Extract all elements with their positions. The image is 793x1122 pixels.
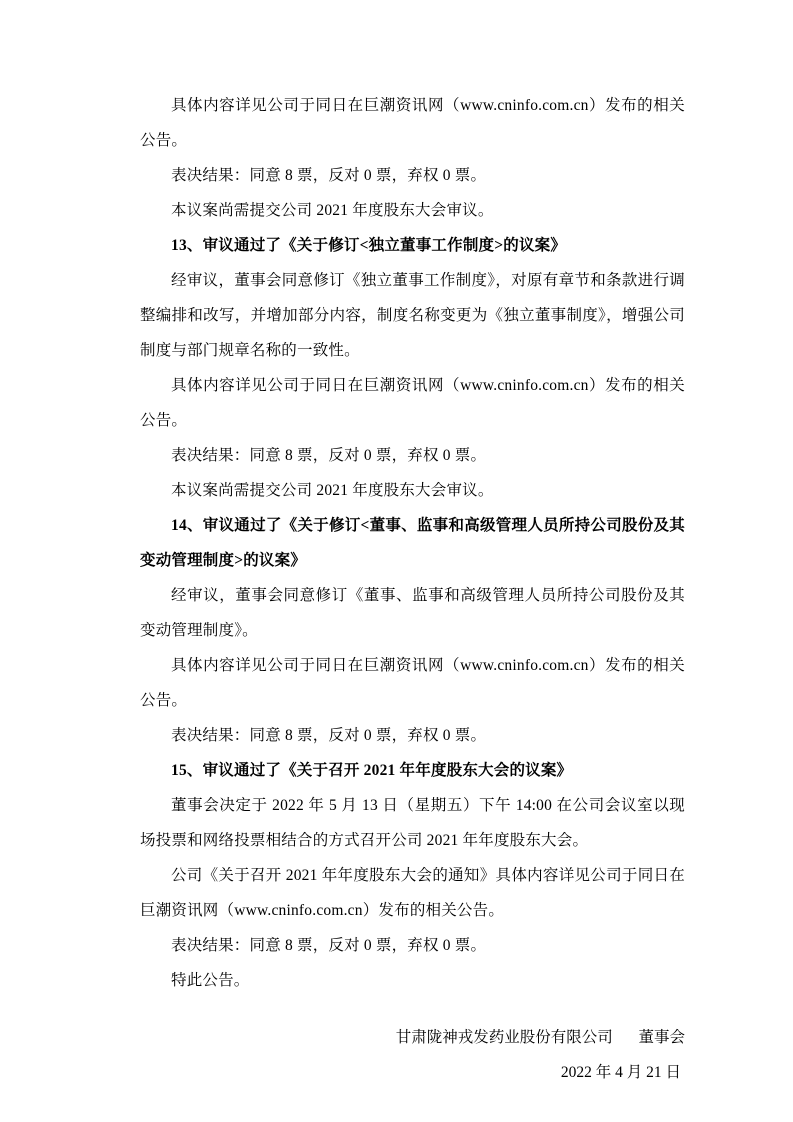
signature-company: 甘肃陇神戎发药业股份有限公司 — [395, 1029, 613, 1046]
paragraph-submit-note-2: 本议案尚需提交公司 2021 年度股东大会审议。 — [171, 482, 494, 499]
signature-date: 2022 年 4 月 21 日 — [560, 1064, 681, 1081]
paragraph-meeting-notice: 公司《关于召开 2021 年年度股东大会的通知》具体内容详见公司于同日在巨潮资讯网（www.cninfo.com.cn）发布的相关公告。 — [140, 867, 685, 919]
paragraph-disclosure-1: 具体内容详见公司于同日在巨潮资讯网（www.cninfo.com.cn）发布的相关公告。 — [140, 97, 685, 149]
signature-line — [140, 1020, 685, 1055]
paragraph-submit-note-1: 本议案尚需提交公司 2021 年度股东大会审议。 — [171, 202, 494, 219]
paragraph-disclosure-3: 具体内容详见公司于同日在巨潮资讯网（www.cninfo.com.cn）发布的相关公告。 — [140, 657, 685, 709]
document-body — [140, 88, 685, 998]
paragraph-closing: 特此公告。 — [171, 972, 250, 989]
paragraph-vote-result-1: 表决结果：同意 8 票，反对 0 票，弃权 0 票。 — [171, 167, 487, 184]
paragraph-vote-result-3: 表决结果：同意 8 票，反对 0 票，弃权 0 票。 — [171, 727, 487, 744]
paragraph-vote-result-4: 表决结果：同意 8 票，反对 0 票，弃权 0 票。 — [171, 937, 487, 954]
heading-item-14: 14、审议通过了《关于修订<董事、监事和高级管理人员所持公司股份及其变动管理制度>的议案》 — [140, 517, 685, 569]
paragraph-item-13-body: 经审议，董事会同意修订《独立董事工作制度》，对原有章节和条款进行调整编排和改写，并增加部分内容，制度名称变更为《独立董事制度》，增强公司制度与部门规章名称的一致性。 — [140, 272, 685, 359]
heading-item-15: 15、审议通过了《关于召开 2021 年年度股东大会的议案》 — [171, 762, 573, 779]
paragraph-item-14-body: 经审议，董事会同意修订《董事、监事和高级管理人员所持公司股份及其变动管理制度》。 — [140, 587, 685, 639]
paragraph-disclosure-2: 具体内容详见公司于同日在巨潮资讯网（www.cninfo.com.cn）发布的相关公告。 — [140, 377, 685, 429]
signature-org: 董事会 — [638, 1029, 685, 1046]
heading-item-13: 13、审议通过了《关于修订<独立董事工作制度>的议案》 — [171, 237, 567, 254]
paragraph-item-15-body: 董事会决定于 2022 年 5 月 13 日（星期五）下午 14:00 在公司会议室以现场投票和网络投票相结合的方式召开公司 2021 年年度股东大会。 — [140, 797, 685, 849]
paragraph-vote-result-2: 表决结果：同意 8 票，反对 0 票，弃权 0 票。 — [171, 447, 487, 464]
